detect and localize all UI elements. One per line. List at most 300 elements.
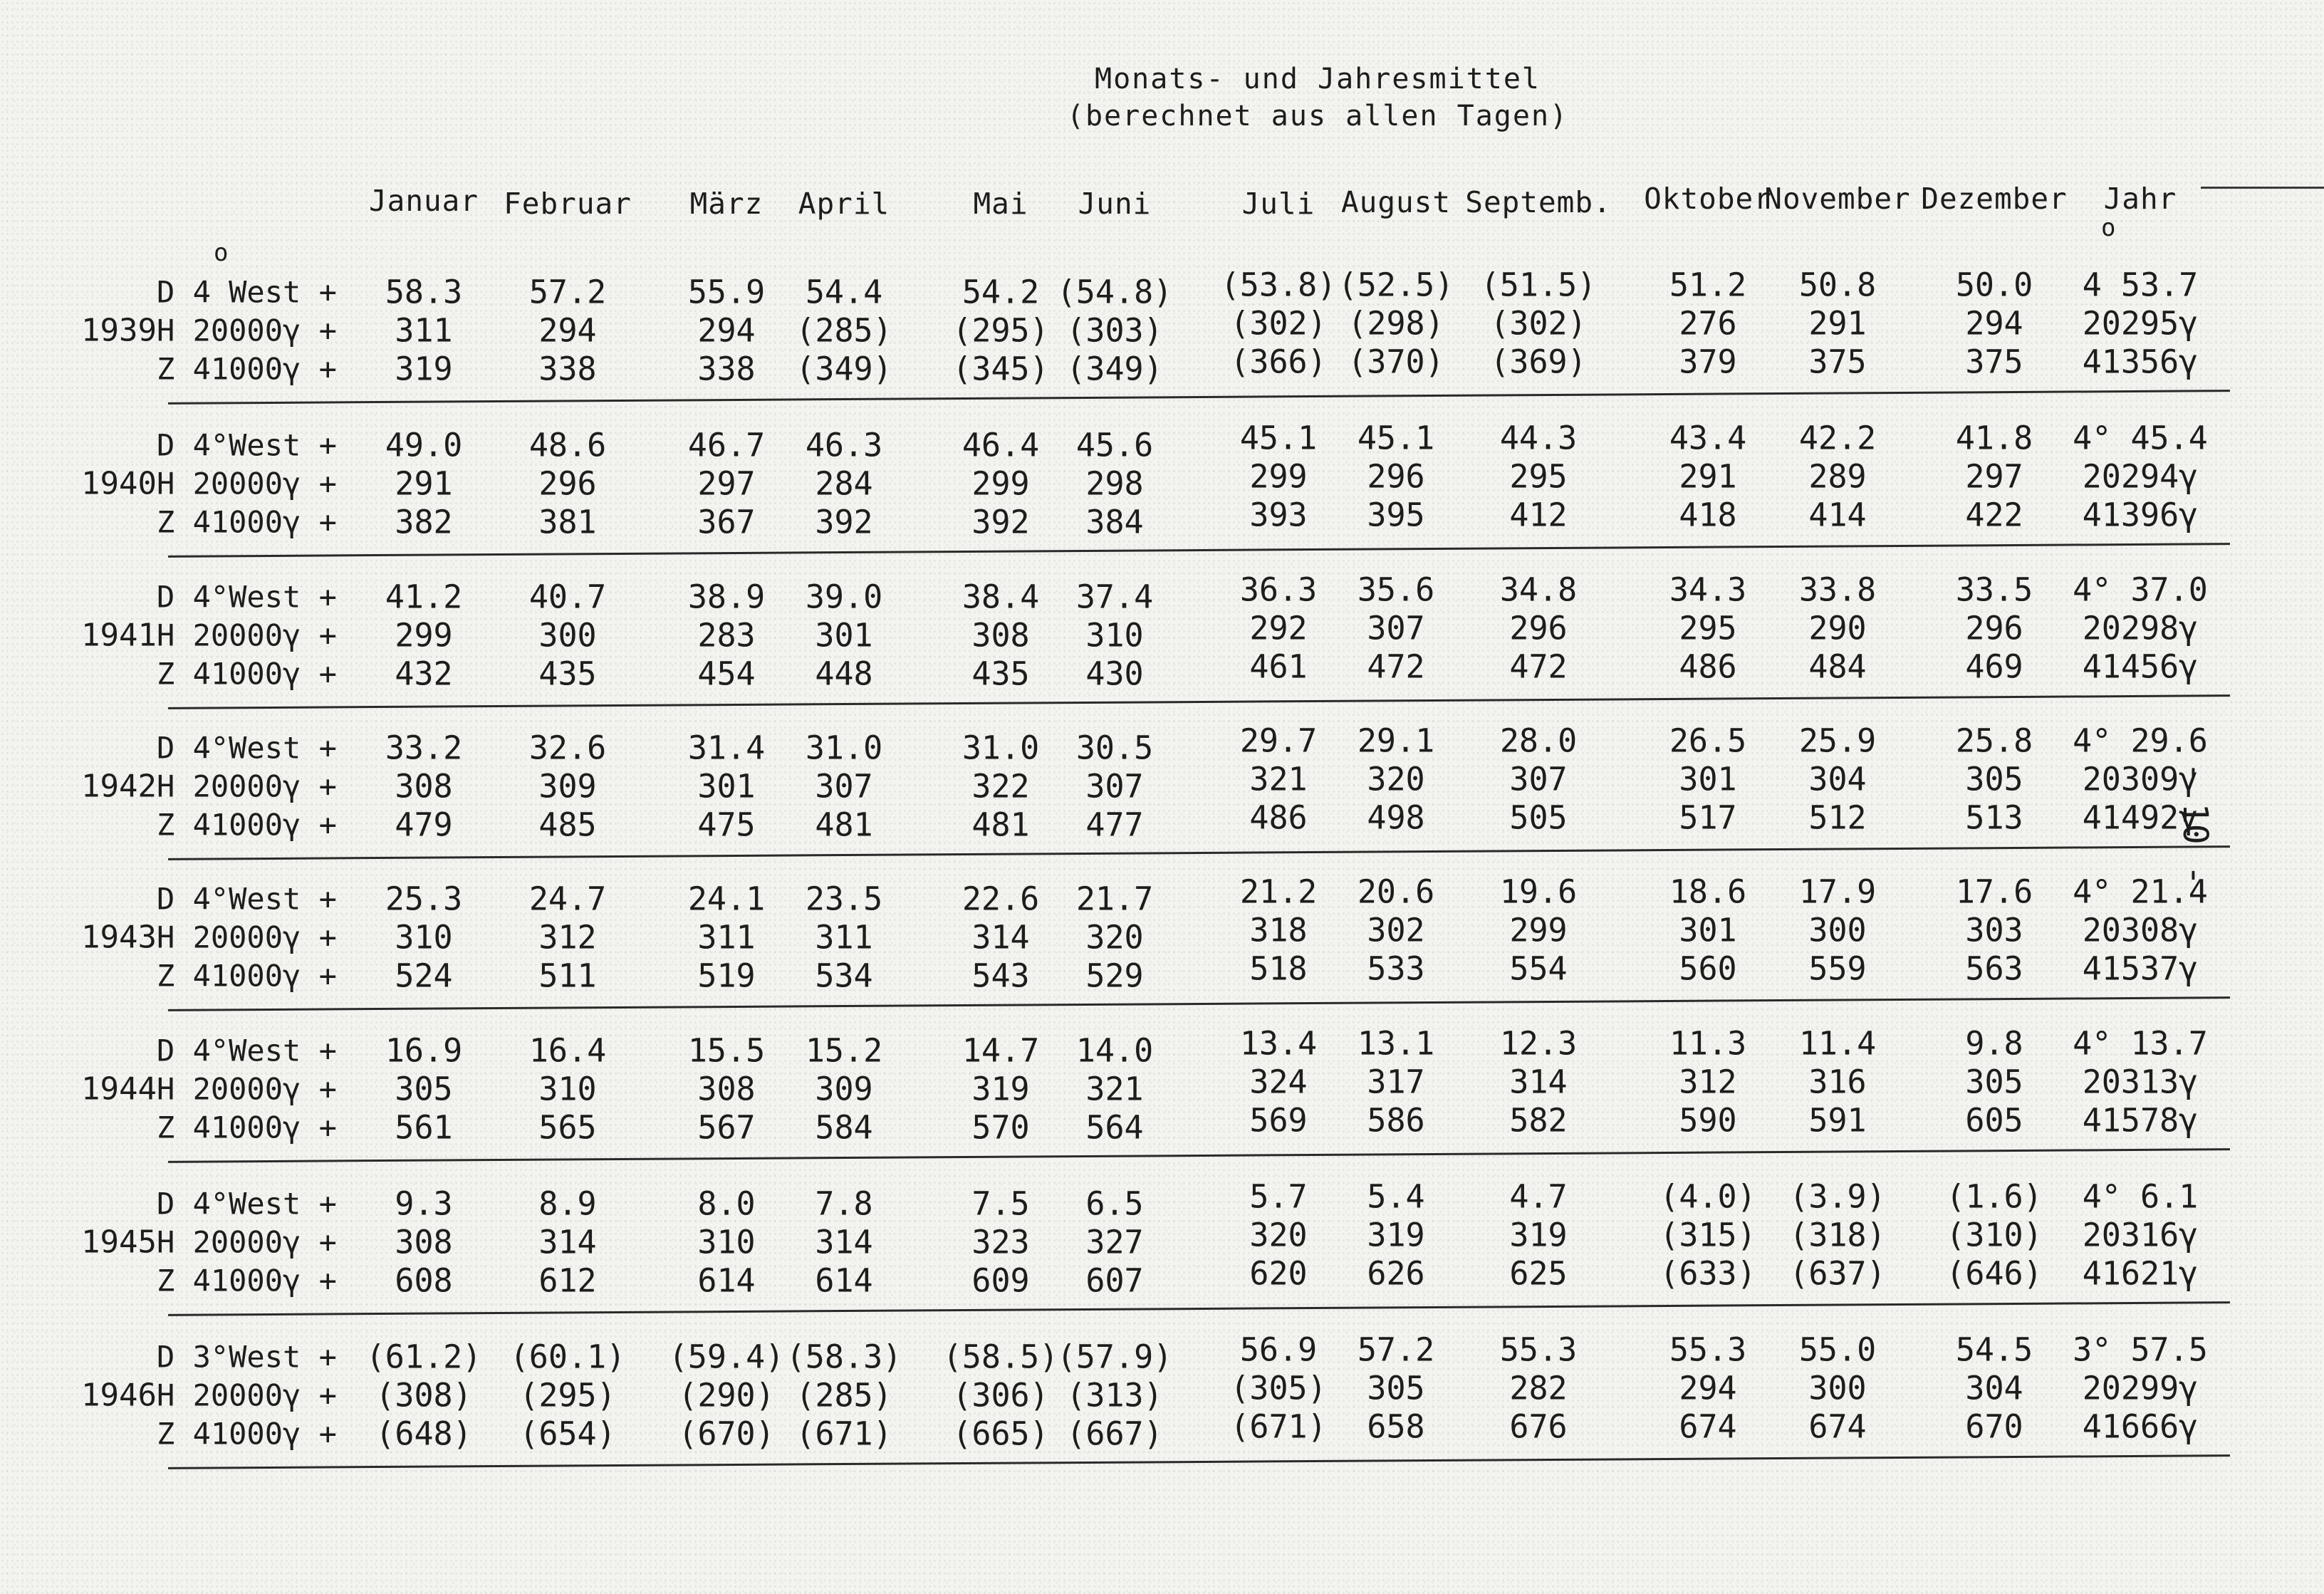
cell-z: 524: [395, 957, 453, 995]
cell-z: 512: [1808, 798, 1867, 837]
cell-h: 317: [1367, 1063, 1425, 1101]
cell-d: 35.6: [1357, 571, 1435, 609]
year-label: 1946: [81, 1377, 157, 1414]
row-label-h: H 20000γ +: [157, 1224, 337, 1260]
cell-d: 21.7: [1075, 880, 1154, 918]
cell-d: 45.1: [1357, 419, 1435, 457]
cell-h: (308): [375, 1376, 472, 1415]
cell-d: 4.7: [1509, 1177, 1568, 1216]
cell-h: 305: [1367, 1369, 1425, 1407]
row-label-z: Z 41000γ +: [157, 504, 337, 540]
block-divider: [168, 1301, 2230, 1316]
cell-z: 626: [1367, 1254, 1425, 1293]
cell-d: 55.3: [1499, 1330, 1578, 1369]
cell-d: 25.3: [385, 880, 463, 918]
row-label-d: D 4°West +: [157, 881, 337, 917]
cell-h: 301: [1679, 760, 1737, 798]
cell-d: 3° 57.5: [2073, 1330, 2208, 1369]
title-line-1: Monats- und Jahresmittel: [1095, 63, 1541, 95]
cell-z: 519: [697, 957, 756, 995]
cell-d: 17.9: [1798, 872, 1877, 911]
cell-d: (59.4): [668, 1338, 785, 1376]
cell-z: 559: [1808, 949, 1867, 988]
year-label: 1942: [81, 768, 157, 805]
cell-d: 38.9: [687, 578, 766, 616]
cell-h: 323: [971, 1223, 1030, 1261]
cell-h: 320: [1085, 918, 1144, 957]
cell-z: 561: [395, 1108, 453, 1147]
cell-h: 299: [395, 616, 453, 655]
column-header: Januar: [368, 184, 479, 218]
cell-z: (349): [796, 350, 892, 388]
cell-z: 612: [538, 1261, 597, 1300]
cell-d: 41.8: [1955, 419, 2033, 457]
cell-z: 367: [697, 503, 756, 541]
cell-z: 435: [971, 655, 1030, 693]
cell-d: 33.8: [1798, 571, 1877, 609]
cell-z: 379: [1679, 343, 1737, 381]
cell-d: 13.1: [1357, 1024, 1435, 1063]
cell-h: 308: [395, 767, 453, 806]
cell-d: 5.4: [1367, 1177, 1425, 1216]
cell-d: 54.2: [962, 273, 1040, 311]
cell-z: 432: [395, 655, 453, 693]
cell-z: 395: [1367, 496, 1425, 534]
cell-z: 41356γ: [2082, 343, 2199, 381]
cell-z: 484: [1808, 647, 1867, 686]
column-header: Dezember: [1921, 182, 2068, 216]
cell-z: 418: [1679, 496, 1737, 534]
cell-z: 620: [1249, 1254, 1308, 1293]
cell-h: (318): [1789, 1216, 1886, 1254]
cell-z: 382: [395, 503, 453, 541]
column-header: August: [1340, 185, 1452, 219]
cell-h: 319: [1509, 1216, 1568, 1254]
cell-z: 518: [1249, 949, 1308, 988]
cell-h: 20295γ: [2082, 304, 2199, 343]
cell-d: 13.4: [1239, 1024, 1318, 1063]
cell-h: 284: [815, 464, 873, 503]
cell-z: 590: [1679, 1101, 1737, 1140]
cell-h: 290: [1808, 609, 1867, 647]
cell-d: 55.9: [687, 273, 766, 311]
cell-d: (57.9): [1056, 1338, 1173, 1376]
cell-z: (345): [952, 350, 1049, 388]
title-line-2: (berechnet aus allen Tagen): [1066, 100, 1569, 132]
cell-z: 412: [1509, 496, 1568, 534]
cell-d: 33.5: [1955, 571, 2033, 609]
cell-d: 41.2: [385, 578, 463, 616]
cell-h: (315): [1659, 1216, 1756, 1254]
column-header: März: [689, 187, 764, 221]
cell-d: 57.2: [528, 273, 607, 311]
cell-h: 320: [1367, 760, 1425, 798]
cell-z: 469: [1965, 647, 2023, 686]
cell-z: (671): [1230, 1407, 1327, 1446]
cell-d: 58.3: [385, 273, 463, 311]
cell-z: 41456γ: [2082, 647, 2199, 686]
column-header: Juni: [1078, 187, 1152, 221]
cell-h: 305: [395, 1070, 453, 1108]
cell-d: (1.6): [1946, 1177, 2043, 1216]
cell-h: 308: [697, 1070, 756, 1108]
cell-d: 19.6: [1499, 872, 1578, 911]
cell-h: 20294γ: [2082, 457, 2199, 496]
cell-d: 49.0: [385, 426, 463, 464]
cell-d: (58.3): [786, 1338, 902, 1376]
cell-d: 34.8: [1499, 571, 1578, 609]
cell-h: 295: [1679, 609, 1737, 647]
cell-z: 479: [395, 806, 453, 844]
row-label-h: H 20000γ +: [157, 920, 337, 955]
cell-z: 375: [1808, 343, 1867, 381]
cell-h: (302): [1230, 304, 1327, 343]
cell-h: (285): [796, 311, 892, 350]
column-header: Septemb.: [1465, 185, 1612, 219]
cell-d: 25.9: [1798, 722, 1877, 760]
cell-d: 9.8: [1965, 1024, 2023, 1063]
cell-z: 338: [697, 350, 756, 388]
column-header: April: [798, 187, 890, 221]
cell-h: 318: [1249, 911, 1308, 949]
column-header: Oktober: [1644, 182, 1772, 216]
cell-z: 674: [1679, 1407, 1737, 1446]
cell-z: 586: [1367, 1101, 1425, 1140]
cell-d: 46.7: [687, 426, 766, 464]
cell-h: 301: [697, 767, 756, 806]
cell-h: 294: [1679, 1369, 1737, 1407]
page-number: - 10 -: [2175, 762, 2215, 886]
cell-z: 486: [1249, 798, 1308, 837]
cell-z: 414: [1808, 496, 1867, 534]
cell-d: 38.4: [962, 578, 1040, 616]
cell-d: 46.3: [805, 426, 883, 464]
cell-d: 56.9: [1239, 1330, 1318, 1369]
cell-d: 45.6: [1075, 426, 1154, 464]
cell-z: 614: [697, 1261, 756, 1300]
cell-z: 448: [815, 655, 873, 693]
cell-z: 513: [1965, 798, 2023, 837]
cell-h: 294: [1965, 304, 2023, 343]
row-label-h: H 20000γ +: [157, 466, 337, 501]
cell-z: 565: [538, 1108, 597, 1147]
cell-z: 582: [1509, 1101, 1568, 1140]
cell-d: 45.1: [1239, 419, 1318, 457]
cell-h: 327: [1085, 1223, 1144, 1261]
cell-d: 24.7: [528, 880, 607, 918]
cell-z: 533: [1367, 949, 1425, 988]
cell-d: (52.5): [1338, 266, 1454, 304]
cell-z: 319: [395, 350, 453, 388]
cell-h: 303: [1965, 911, 2023, 949]
block-divider: [168, 996, 2230, 1011]
row-label-z: Z 41000γ +: [157, 351, 337, 387]
cell-z: 41396γ: [2082, 496, 2199, 534]
cell-d: 4° 21.4: [2073, 872, 2208, 911]
cell-h: 296: [1367, 457, 1425, 496]
cell-h: 283: [697, 616, 756, 655]
cell-z: 567: [697, 1108, 756, 1147]
cell-h: (285): [796, 1376, 892, 1415]
cell-h: 296: [1965, 609, 2023, 647]
cell-h: 299: [1249, 457, 1308, 496]
cell-d: 57.2: [1357, 1330, 1435, 1369]
cell-h: 298: [1085, 464, 1144, 503]
cell-z: 670: [1965, 1407, 2023, 1446]
cell-h: (298): [1348, 304, 1444, 343]
cell-h: 307: [1085, 767, 1144, 806]
cell-h: 299: [971, 464, 1030, 503]
cell-z: 584: [815, 1108, 873, 1147]
cell-z: 569: [1249, 1101, 1308, 1140]
cell-h: 319: [1367, 1216, 1425, 1254]
cell-z: (671): [796, 1415, 892, 1453]
cell-h: 295: [1509, 457, 1568, 496]
cell-z: 393: [1249, 496, 1308, 534]
cell-d: 31.0: [805, 729, 883, 767]
cell-d: 12.3: [1499, 1024, 1578, 1063]
cell-d: 16.4: [528, 1031, 607, 1070]
cell-z: 41578γ: [2082, 1101, 2199, 1140]
cell-d: 11.4: [1798, 1024, 1877, 1063]
cell-d: 4° 29.6: [2073, 722, 2208, 760]
cell-h: 321: [1249, 760, 1308, 798]
cell-h: (310): [1946, 1216, 2043, 1254]
year-label: 1944: [81, 1071, 157, 1108]
cell-z: 511: [538, 957, 597, 995]
block-divider: [168, 694, 2230, 709]
cell-z: 517: [1679, 798, 1737, 837]
cell-d: 8.9: [538, 1184, 597, 1223]
cell-h: 20299γ: [2082, 1369, 2199, 1407]
cell-d: 28.0: [1499, 722, 1578, 760]
cell-h: 314: [815, 1223, 873, 1261]
cell-d: 24.1: [687, 880, 766, 918]
block-divider: [168, 1148, 2230, 1163]
cell-h: (295): [952, 311, 1049, 350]
block-divider: [168, 845, 2230, 860]
cell-h: (290): [678, 1376, 775, 1415]
cell-z: 563: [1965, 949, 2023, 988]
cell-h: 300: [538, 616, 597, 655]
cell-h: 314: [538, 1223, 597, 1261]
row-label-d: D 4°West +: [157, 427, 337, 463]
cell-z: 607: [1085, 1261, 1144, 1300]
cell-h: 312: [1679, 1063, 1737, 1101]
cell-z: 41537γ: [2082, 949, 2199, 988]
cell-d: (54.8): [1056, 273, 1173, 311]
cell-d: 5.7: [1249, 1177, 1308, 1216]
cell-d: 14.0: [1075, 1031, 1154, 1070]
cell-z: 614: [815, 1261, 873, 1300]
cell-h: 314: [1509, 1063, 1568, 1101]
cell-h: 314: [971, 918, 1030, 957]
column-header: November: [1764, 182, 1911, 216]
cell-z: 392: [971, 503, 1030, 541]
cell-d: 29.7: [1239, 722, 1318, 760]
cell-d: 14.7: [962, 1031, 1040, 1070]
cell-z: 461: [1249, 647, 1308, 686]
cell-z: 605: [1965, 1101, 2023, 1140]
cell-d: 8.0: [697, 1184, 756, 1223]
cell-d: (3.9): [1789, 1177, 1886, 1216]
cell-d: 48.6: [528, 426, 607, 464]
cell-z: 543: [971, 957, 1030, 995]
cell-h: 289: [1808, 457, 1867, 496]
cell-h: 309: [815, 1070, 873, 1108]
cell-z: 41492γ: [2082, 798, 2199, 837]
cell-d: 40.7: [528, 578, 607, 616]
cell-d: 6.5: [1085, 1184, 1144, 1223]
cell-h: 302: [1367, 911, 1425, 949]
cell-h: 20309γ: [2082, 760, 2199, 798]
cell-h: 310: [1085, 616, 1144, 655]
cell-d: 34.3: [1669, 571, 1747, 609]
cell-h: (305): [1230, 1369, 1327, 1407]
cell-z: 430: [1085, 655, 1144, 693]
row-label-z: Z 41000γ +: [157, 656, 337, 692]
cell-d: 16.9: [385, 1031, 463, 1070]
cell-d: 44.3: [1499, 419, 1578, 457]
cell-h: 296: [538, 464, 597, 503]
year-label: 1945: [81, 1224, 157, 1261]
cell-d: 55.0: [1798, 1330, 1877, 1369]
cell-z: (369): [1490, 343, 1587, 381]
cell-d: 4° 13.7: [2073, 1024, 2208, 1063]
cell-d: (53.8): [1220, 266, 1337, 304]
cell-z: (654): [519, 1415, 616, 1453]
cell-h: 291: [395, 464, 453, 503]
row-label-h: H 20000γ +: [157, 1071, 337, 1107]
cell-d: 50.8: [1798, 266, 1877, 304]
cell-h: 282: [1509, 1369, 1568, 1407]
cell-d: (58.5): [942, 1338, 1059, 1376]
cell-z: 505: [1509, 798, 1568, 837]
cell-h: 309: [538, 767, 597, 806]
year-label: 1939: [81, 312, 157, 349]
cell-h: 294: [538, 311, 597, 350]
cell-d: 51.2: [1669, 266, 1747, 304]
cell-z: (349): [1066, 350, 1163, 388]
cell-d: 30.5: [1075, 729, 1154, 767]
row-label-z: Z 41000γ +: [157, 1416, 337, 1452]
cell-h: 319: [971, 1070, 1030, 1108]
cell-h: 301: [815, 616, 873, 655]
cell-d: 9.3: [395, 1184, 453, 1223]
cell-d: 36.3: [1239, 571, 1318, 609]
cell-z: 435: [538, 655, 597, 693]
cell-d: 22.6: [962, 880, 1040, 918]
cell-z: 422: [1965, 496, 2023, 534]
cell-d: 39.0: [805, 578, 883, 616]
cell-d: 37.4: [1075, 578, 1154, 616]
cell-h: 311: [815, 918, 873, 957]
cell-d: 4° 6.1: [2082, 1177, 2199, 1216]
cell-d: 26.5: [1669, 722, 1747, 760]
cell-z: 41621γ: [2082, 1254, 2199, 1293]
row-label-h: H 20000γ +: [157, 618, 337, 653]
row-label-d: D 4 West +: [157, 274, 337, 310]
cell-h: 322: [971, 767, 1030, 806]
cell-z: (670): [678, 1415, 775, 1453]
cell-z: 676: [1509, 1407, 1568, 1446]
cell-h: (302): [1490, 304, 1587, 343]
cell-z: 481: [815, 806, 873, 844]
cell-h: 324: [1249, 1063, 1308, 1101]
cell-h: 276: [1679, 304, 1737, 343]
cell-h: 291: [1679, 457, 1737, 496]
cell-d: 33.2: [385, 729, 463, 767]
cell-h: 300: [1808, 1369, 1867, 1407]
cell-z: 41666γ: [2082, 1407, 2199, 1446]
cell-d: 50.0: [1955, 266, 2033, 304]
row-label-z: Z 41000γ +: [157, 958, 337, 994]
cell-h: 305: [1965, 1063, 2023, 1101]
cell-h: 20298γ: [2082, 609, 2199, 647]
cell-z: 608: [395, 1261, 453, 1300]
cell-h: 312: [538, 918, 597, 957]
cell-z: (665): [952, 1415, 1049, 1453]
cell-z: 384: [1085, 503, 1144, 541]
cell-d: 20.6: [1357, 872, 1435, 911]
cell-h: 307: [815, 767, 873, 806]
cell-h: 300: [1808, 911, 1867, 949]
cell-h: 301: [1679, 911, 1737, 949]
cell-z: 454: [697, 655, 756, 693]
cell-h: 310: [697, 1223, 756, 1261]
cell-d: 54.4: [805, 273, 883, 311]
cell-d: 17.6: [1955, 872, 2033, 911]
column-header: Mai: [973, 187, 1028, 221]
cell-h: 294: [697, 311, 756, 350]
cell-z: (637): [1789, 1254, 1886, 1293]
cell-d: (60.1): [509, 1338, 626, 1376]
cell-d: (51.5): [1480, 266, 1597, 304]
cell-h: 321: [1085, 1070, 1144, 1108]
cell-h: 308: [971, 616, 1030, 655]
row-label-d: D 4°West +: [157, 579, 337, 615]
cell-h: 20308γ: [2082, 911, 2199, 949]
cell-d: 4 53.7: [2082, 266, 2199, 304]
cell-h: (303): [1066, 311, 1163, 350]
row-label-z: Z 41000γ +: [157, 1110, 337, 1145]
row-label-h: H 20000γ +: [157, 1377, 337, 1413]
year-label: 1940: [81, 465, 157, 502]
cell-d: 23.5: [805, 880, 883, 918]
cell-d: 18.6: [1669, 872, 1747, 911]
cell-z: 472: [1509, 647, 1568, 686]
cell-z: (366): [1230, 343, 1327, 381]
cell-h: 304: [1965, 1369, 2023, 1407]
column-header: Februar: [504, 187, 632, 221]
row-label-d: D 4°West +: [157, 1033, 337, 1068]
cell-d: 46.4: [962, 426, 1040, 464]
cell-z: 674: [1808, 1407, 1867, 1446]
cell-d: 31.0: [962, 729, 1040, 767]
cell-h: 297: [697, 464, 756, 503]
column-header: Jahr: [2103, 182, 2177, 216]
cell-z: 498: [1367, 798, 1425, 837]
cell-d: 31.4: [687, 729, 766, 767]
block-divider: [168, 543, 2230, 558]
cell-h: 291: [1808, 304, 1867, 343]
cell-h: 304: [1808, 760, 1867, 798]
cell-d: 7.8: [815, 1184, 873, 1223]
row-label-d: D 3°West +: [157, 1339, 337, 1375]
cell-z: 609: [971, 1261, 1030, 1300]
cell-z: 375: [1965, 343, 2023, 381]
cell-z: 486: [1679, 647, 1737, 686]
